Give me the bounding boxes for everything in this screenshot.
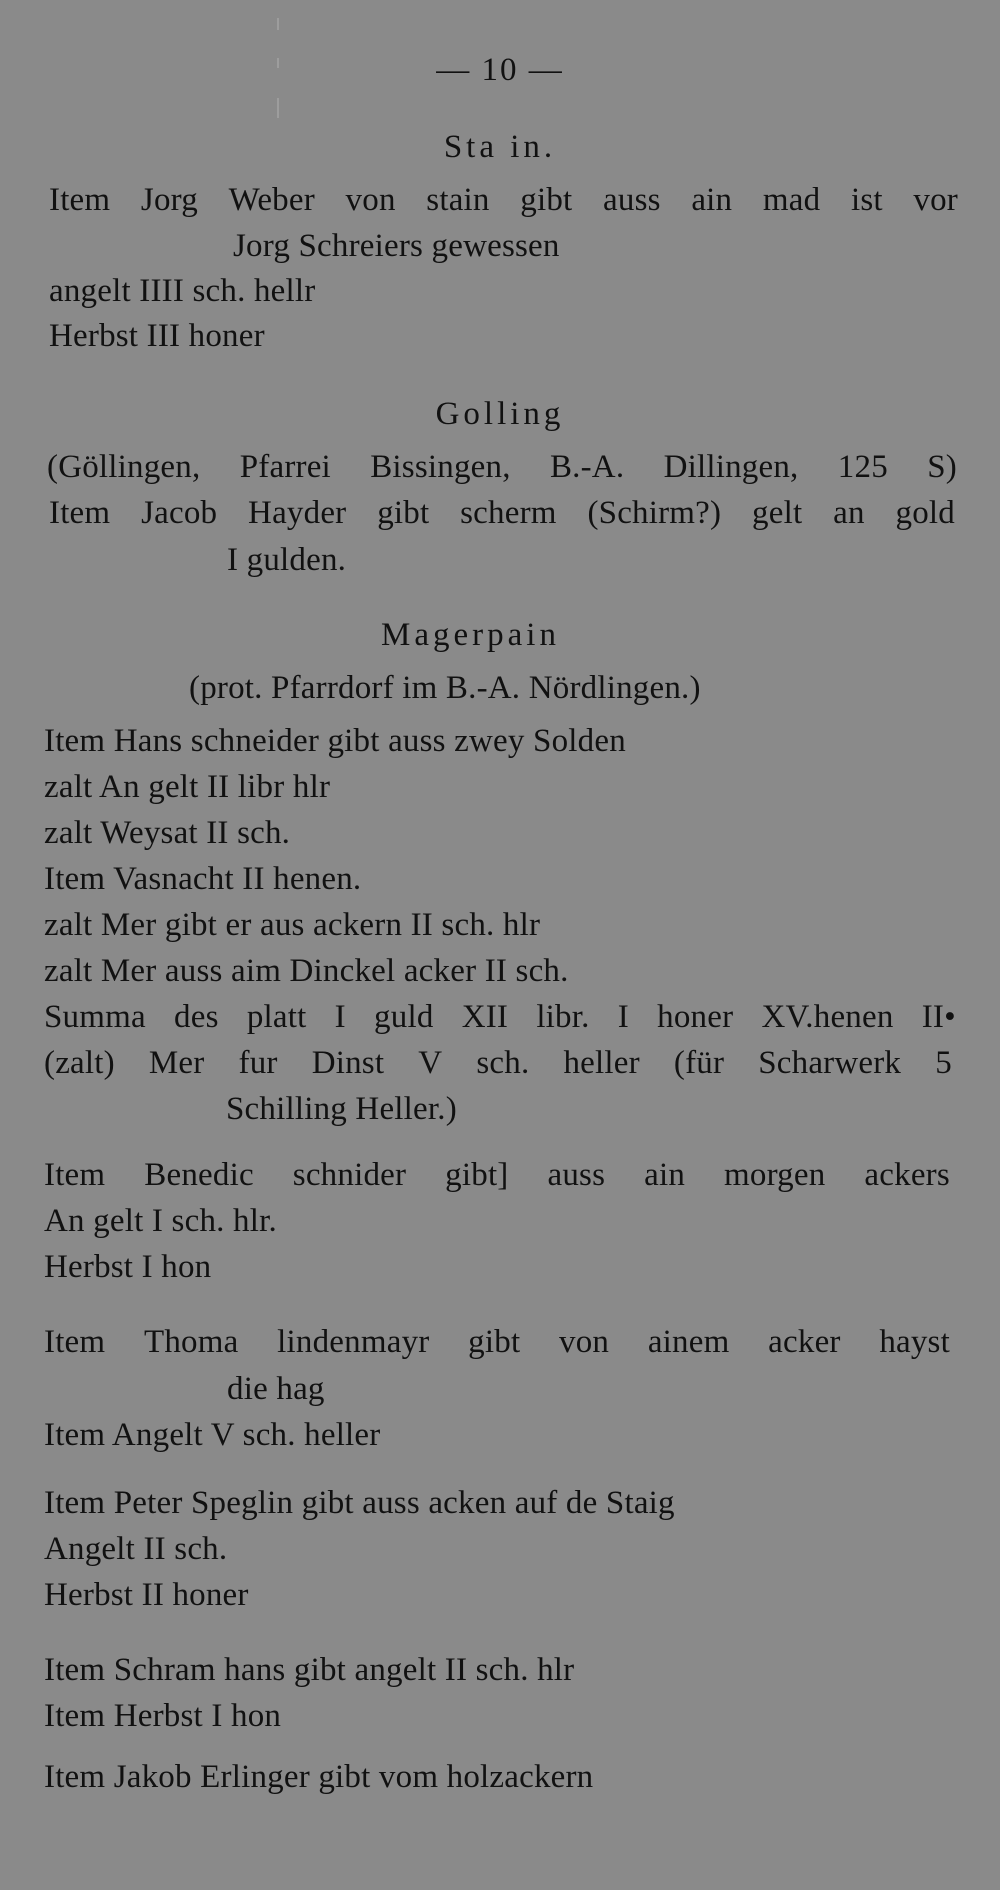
word: gibt]: [445, 1157, 509, 1193]
section-heading-golling: Golling: [435, 396, 565, 432]
word: ist: [850, 182, 883, 218]
margin-mark: [277, 18, 279, 30]
word: libr.: [536, 999, 590, 1035]
word: guld: [374, 999, 434, 1035]
text-line: Item Jakob Erlinger gibt vom holzackern: [44, 1759, 594, 1795]
word: Jorg: [140, 182, 198, 218]
word: S): [927, 449, 957, 485]
word: fur: [238, 1045, 278, 1081]
word: Summa: [44, 999, 146, 1035]
text-line: Item Schram hans gibt angelt II sch. hlr: [44, 1652, 575, 1688]
word: gold: [895, 495, 955, 531]
word: (Göllingen,: [47, 449, 201, 485]
text-line: Angelt II sch.: [44, 1531, 228, 1567]
text-line: Herbst II honer: [44, 1577, 249, 1613]
word: morgen: [724, 1157, 826, 1193]
word: Item: [49, 182, 111, 218]
word: I: [334, 999, 346, 1035]
word: Scharwerk: [758, 1045, 902, 1081]
word: XII: [461, 999, 509, 1035]
word: V: [418, 1045, 443, 1081]
text-line: [44, 1155, 950, 1195]
text-line: Item Angelt V sch. heller: [44, 1417, 381, 1453]
text-line: zalt Mer gibt er aus ackern II sch. hlr: [44, 907, 541, 943]
text-line: Herbst III honer: [49, 318, 265, 354]
word: schnider: [292, 1157, 407, 1193]
text-line: zalt Weysat II sch.: [44, 815, 291, 851]
text-line: Item Hans schneider gibt auss zwey Solden: [44, 723, 626, 759]
word: XV.henen: [761, 999, 894, 1035]
text-line: die hag: [227, 1371, 325, 1407]
text-line: [47, 447, 957, 487]
text-line: [44, 1043, 952, 1083]
text-line: Jorg Schreiers gewessen: [233, 228, 560, 264]
text-line: [44, 997, 956, 1037]
word: gibt: [377, 495, 430, 531]
margin-mark: [277, 98, 279, 118]
word: 125: [837, 449, 888, 485]
text-line: [49, 180, 958, 220]
word: von: [559, 1324, 610, 1360]
word: gibt: [520, 182, 573, 218]
text-line: zalt An gelt II libr hlr: [44, 769, 331, 805]
text-line: [44, 1322, 950, 1362]
word: auss: [603, 182, 661, 218]
word: Thoma: [143, 1324, 239, 1360]
word: honer: [657, 999, 734, 1035]
word: heller: [563, 1045, 640, 1081]
word: gibt: [468, 1324, 521, 1360]
word: Item: [44, 1157, 106, 1193]
word: lindenmayr: [277, 1324, 430, 1360]
text-line: An gelt I sch. hlr.: [44, 1203, 277, 1239]
word: auss: [547, 1157, 606, 1193]
word: B.-A.: [549, 449, 625, 485]
word: acker: [768, 1324, 841, 1360]
word: (für: [673, 1045, 725, 1081]
text-line: angelt IIII sch. hellr: [49, 273, 316, 309]
word: ackers: [864, 1157, 950, 1193]
word: hayst: [879, 1324, 950, 1360]
word: I: [617, 999, 629, 1035]
section-heading-stain: Sta in.: [443, 129, 557, 165]
text-line: zalt Mer auss aim Dinckel acker II sch.: [44, 953, 569, 989]
word: mad: [762, 182, 821, 218]
word: (Schirm?): [587, 495, 722, 531]
word: vor: [913, 182, 958, 218]
word: Pfarrei: [239, 449, 331, 485]
section-subheading: (prot. Pfarrdorf im B.-A. Nördlingen.): [189, 670, 701, 706]
word: Benedic: [144, 1157, 254, 1193]
word: ainem: [647, 1324, 730, 1360]
word: von: [345, 182, 396, 218]
word: Mer: [148, 1045, 205, 1081]
word: (zalt): [44, 1045, 115, 1081]
word: gelt: [752, 495, 803, 531]
word: an: [833, 495, 865, 531]
word: 5: [935, 1045, 952, 1081]
word: Jacob: [141, 495, 218, 531]
word: ain: [644, 1157, 686, 1193]
word: Item: [44, 1324, 106, 1360]
word: Bissingen,: [370, 449, 511, 485]
text-line: Item Herbst I hon: [44, 1698, 282, 1734]
word: scherm: [460, 495, 557, 531]
word: ain: [691, 182, 733, 218]
section-heading-magerpain: Magerpain: [381, 617, 560, 653]
text-line: Item Vasnacht II henen.: [44, 861, 362, 897]
text-line: I gulden.: [227, 542, 347, 578]
word: platt: [246, 999, 307, 1035]
word: Weber: [228, 182, 315, 218]
word: sch.: [476, 1045, 530, 1081]
word: stain: [426, 182, 490, 218]
word: des: [174, 999, 219, 1035]
text-line: [49, 493, 955, 533]
word: Dillingen,: [663, 449, 799, 485]
word: Item: [49, 495, 111, 531]
word: II•: [921, 999, 956, 1035]
word: Hayder: [248, 495, 347, 531]
text-line: Schilling Heller.): [226, 1091, 457, 1127]
text-line: Herbst I hon: [44, 1249, 212, 1285]
word: Dinst: [311, 1045, 385, 1081]
page-number: — 10 —: [436, 52, 564, 88]
text-line: Item Peter Speglin gibt auss acken auf de Staig: [44, 1485, 675, 1521]
